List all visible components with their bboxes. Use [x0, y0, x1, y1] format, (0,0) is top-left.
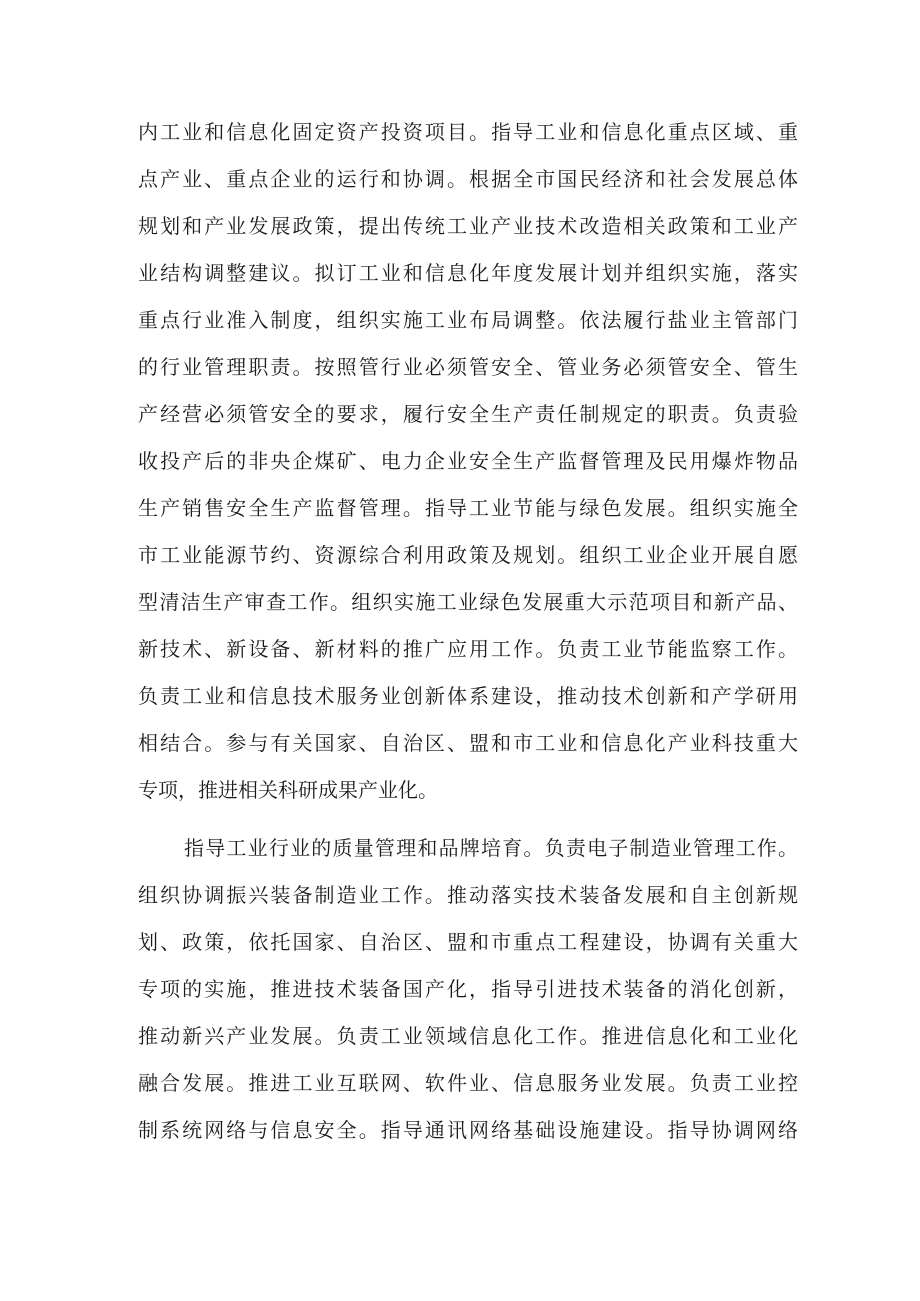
text-line: 生产销售安全生产监督管理。指导工业节能与绿色发展。组织实施全: [138, 496, 798, 520]
text-line: 重点行业准入制度，组织实施工业布局调整。依法履行盐业主管部门: [138, 308, 798, 332]
text-line: 相结合。参与有关国家、自治区、盟和市工业和信息化产业科技重大: [138, 731, 798, 755]
text-line: 点产业、重点企业的运行和协调。根据全市国民经济和社会发展总体: [138, 167, 798, 191]
text-line: 业结构调整建议。拟订工业和信息化年度发展计划并组织实施，落实: [138, 261, 798, 285]
text-line: 型清洁生产审查工作。组织实施工业绿色发展重大示范项目和新产品、: [138, 590, 798, 614]
text-line: 制系统网络与信息安全。指导通讯网络基础设施建设。指导协调网络: [138, 1118, 798, 1142]
text-line: 新技术、新设备、新材料的推广应用工作。负责工业节能监察工作。: [138, 637, 798, 661]
text-line: 指导工业行业的质量管理和品牌培育。负责电子制造业管理工作。: [184, 836, 798, 860]
text-line: 专项，推进相关科研成果产业化。: [138, 778, 438, 802]
text-line: 市工业能源节约、资源综合利用政策及规划。组织工业企业开展自愿: [138, 543, 798, 567]
text-line: 产经营必须管安全的要求，履行安全生产责任制规定的职责。负责验: [138, 402, 798, 426]
text-line: 推动新兴产业发展。负责工业领域信息化工作。推进信息化和工业化: [138, 1024, 798, 1048]
text-line: 的行业管理职责。按照管行业必须管安全、管业务必须管安全、管生: [138, 355, 798, 379]
text-line: 内工业和信息化固定资产投资项目。指导工业和信息化重点区域、重: [138, 120, 798, 144]
text-line: 收投产后的非央企煤矿、电力企业安全生产监督管理及民用爆炸物品: [138, 449, 798, 473]
text-line: 组织协调振兴装备制造业工作。推动落实技术装备发展和自主创新规: [138, 883, 798, 907]
text-line: 划、政策，依托国家、自治区、盟和市重点工程建设，协调有关重大: [138, 930, 798, 954]
text-line: 负责工业和信息技术服务业创新体系建设，推动技术创新和产学研用: [138, 684, 798, 708]
text-line: 融合发展。推进工业互联网、软件业、信息服务业发展。负责工业控: [138, 1071, 798, 1095]
text-line: 专项的实施，推进技术装备国产化，指导引进技术装备的消化创新，: [138, 977, 798, 1001]
text-line: 规划和产业发展政策，提出传统工业产业技术改造相关政策和工业产: [138, 214, 798, 238]
